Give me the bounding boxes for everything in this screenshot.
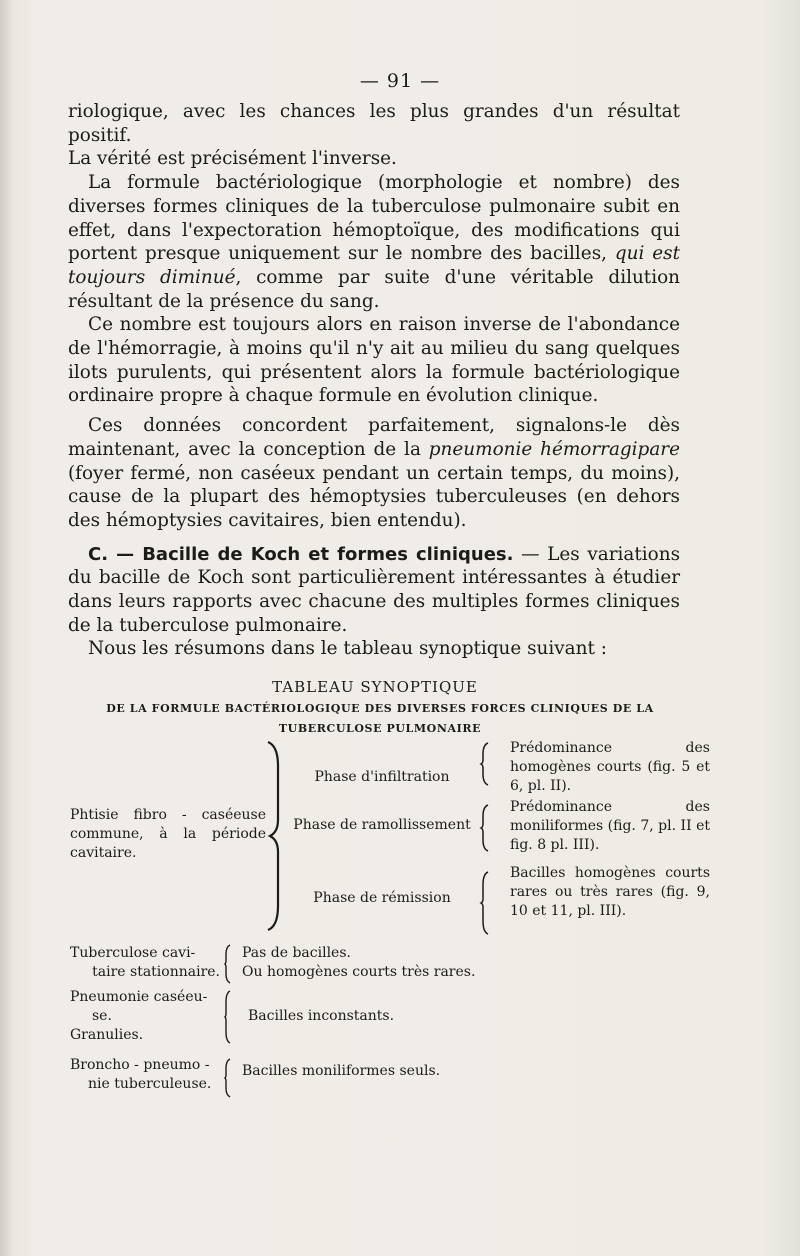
- tuberculose-cavitaire-line-1: Tuberculose cavi-: [70, 945, 196, 961]
- phase-1-result: Prédominance des homogènes courts (fig. 5 et 6, pl. II).: [510, 740, 710, 794]
- granulies-label: Granulies.: [70, 1027, 144, 1043]
- pneumonie-caseeuse-line-1: Pneumonie caséeu-: [70, 989, 208, 1005]
- paragraph-4-text-b: (foyer fermé, non caséeux pendant un certain temps, du moins), cause de la plupart des hémoptysies tuberculeuses (en dehors des hémoptysies cavitaires, bien entendu).: [68, 462, 680, 531]
- paragraph-2-text-a: La formule bactériologique (morphologie et nombre) des diverses formes cliniques de la tuberculose pulmonaire subit en effet, dans l'expectoration hémoptoïque, des modifications qui portent presque uniquement sur le nombre des bacilles,: [68, 172, 680, 265]
- paragraph-1-line-1: riologique, avec les chances les plus grandes d'un résultat positif.: [68, 101, 680, 146]
- main-brace-icon: [266, 740, 286, 932]
- broncho-pneumonie-line-2: nie tuberculeuse.: [88, 1076, 212, 1092]
- phtisie-label: Phtisie fibro - caséeuse commune, à la période cavitaire.: [70, 807, 266, 861]
- phase-2-brace-icon: [480, 804, 490, 852]
- phase-remission: Phase de rémission: [313, 890, 451, 906]
- table-subtitle-line-1: DE LA FORMULE BACTÉRIOLOGIQUE DES DIVERSES FORCES CLINIQUES DE LA: [106, 702, 654, 715]
- phase-3-brace-icon: [480, 871, 490, 935]
- phase-ramollissement: Phase de ramollissement: [293, 817, 471, 833]
- pneumonie-result: Bacilles inconstants.: [248, 1008, 395, 1024]
- section-c-heading: C. — Bacille de Koch et formes cliniques.: [88, 543, 514, 565]
- broncho-pneumonie-result: Bacilles moniliformes seuls.: [242, 1063, 441, 1079]
- phase-3-result: Bacilles homogènes courts rares ou très rares (fig. 9, 10 et 11, pl. III).: [510, 865, 710, 919]
- phase-infiltration: Phase d'infiltration: [314, 769, 450, 785]
- paragraph-2: [68, 171, 680, 313]
- pneumonie-brace-icon: [224, 990, 232, 1044]
- paragraph-4: [68, 414, 680, 533]
- paragraph-3: Ce nombre est toujours alors en raison inverse de l'abondance de l'hémorragie, à moins qu'il n'y ait au milieu du sang quelques ilots purulents, qui présentent alors la formule bactériologique ordinaire propre à chaque formule en évolution clinique.: [68, 314, 680, 407]
- broncho-pneumonie-brace-icon: [224, 1058, 232, 1098]
- tuberculose-cavitaire-line-2: taire stationnaire.: [92, 964, 220, 980]
- table-title: TABLEAU SYNOPTIQUE: [272, 678, 478, 696]
- table-subtitle-line-2: TUBERCULOSE PULMONAIRE: [278, 722, 482, 735]
- phase-1-brace-icon: [480, 742, 490, 786]
- tuberculose-cavitaire-brace-icon: [224, 944, 232, 984]
- paragraph-6: Nous les résumons dans le tableau synoptique suivant :: [88, 638, 607, 660]
- paragraph-2-text-b: , comme par suite d'une véritable dilution résultant de la présence du sang.: [68, 266, 680, 312]
- paragraph-4-text-a: Ces données concordent parfaitement, signalons-le dès maintenant, avec la conception de la: [68, 415, 680, 460]
- paragraph-1-line-2: La vérité est précisément l'inverse.: [68, 148, 397, 170]
- body-text: [68, 100, 680, 661]
- paragraph-4-emphasis: pneumonie hémorragipare: [428, 438, 680, 460]
- phase-2-result: Prédominance des moniliformes (fig. 7, pl. II et fig. 8 pl. III).: [510, 799, 710, 853]
- paragraph-5: [68, 543, 680, 638]
- tuberculose-cavitaire-result-2: Ou homogènes courts très rares.: [242, 964, 476, 980]
- page-number: — 91 —: [359, 70, 441, 92]
- broncho-pneumonie-line-1: Broncho - pneumo -: [70, 1057, 210, 1073]
- paragraph-2-emphasis: qui est toujours diminué: [68, 243, 680, 288]
- paragraph-5-text: — Les variations du bacille de Koch sont particulièrement intéressantes à étudier dans leurs rapports avec chacune des multiples formes cliniques de la tuberculose pulmonaire.: [68, 543, 681, 636]
- pneumonie-caseeuse-line-2: se.: [92, 1008, 112, 1024]
- tuberculose-cavitaire-result-1: Pas de bacilles.: [242, 945, 351, 961]
